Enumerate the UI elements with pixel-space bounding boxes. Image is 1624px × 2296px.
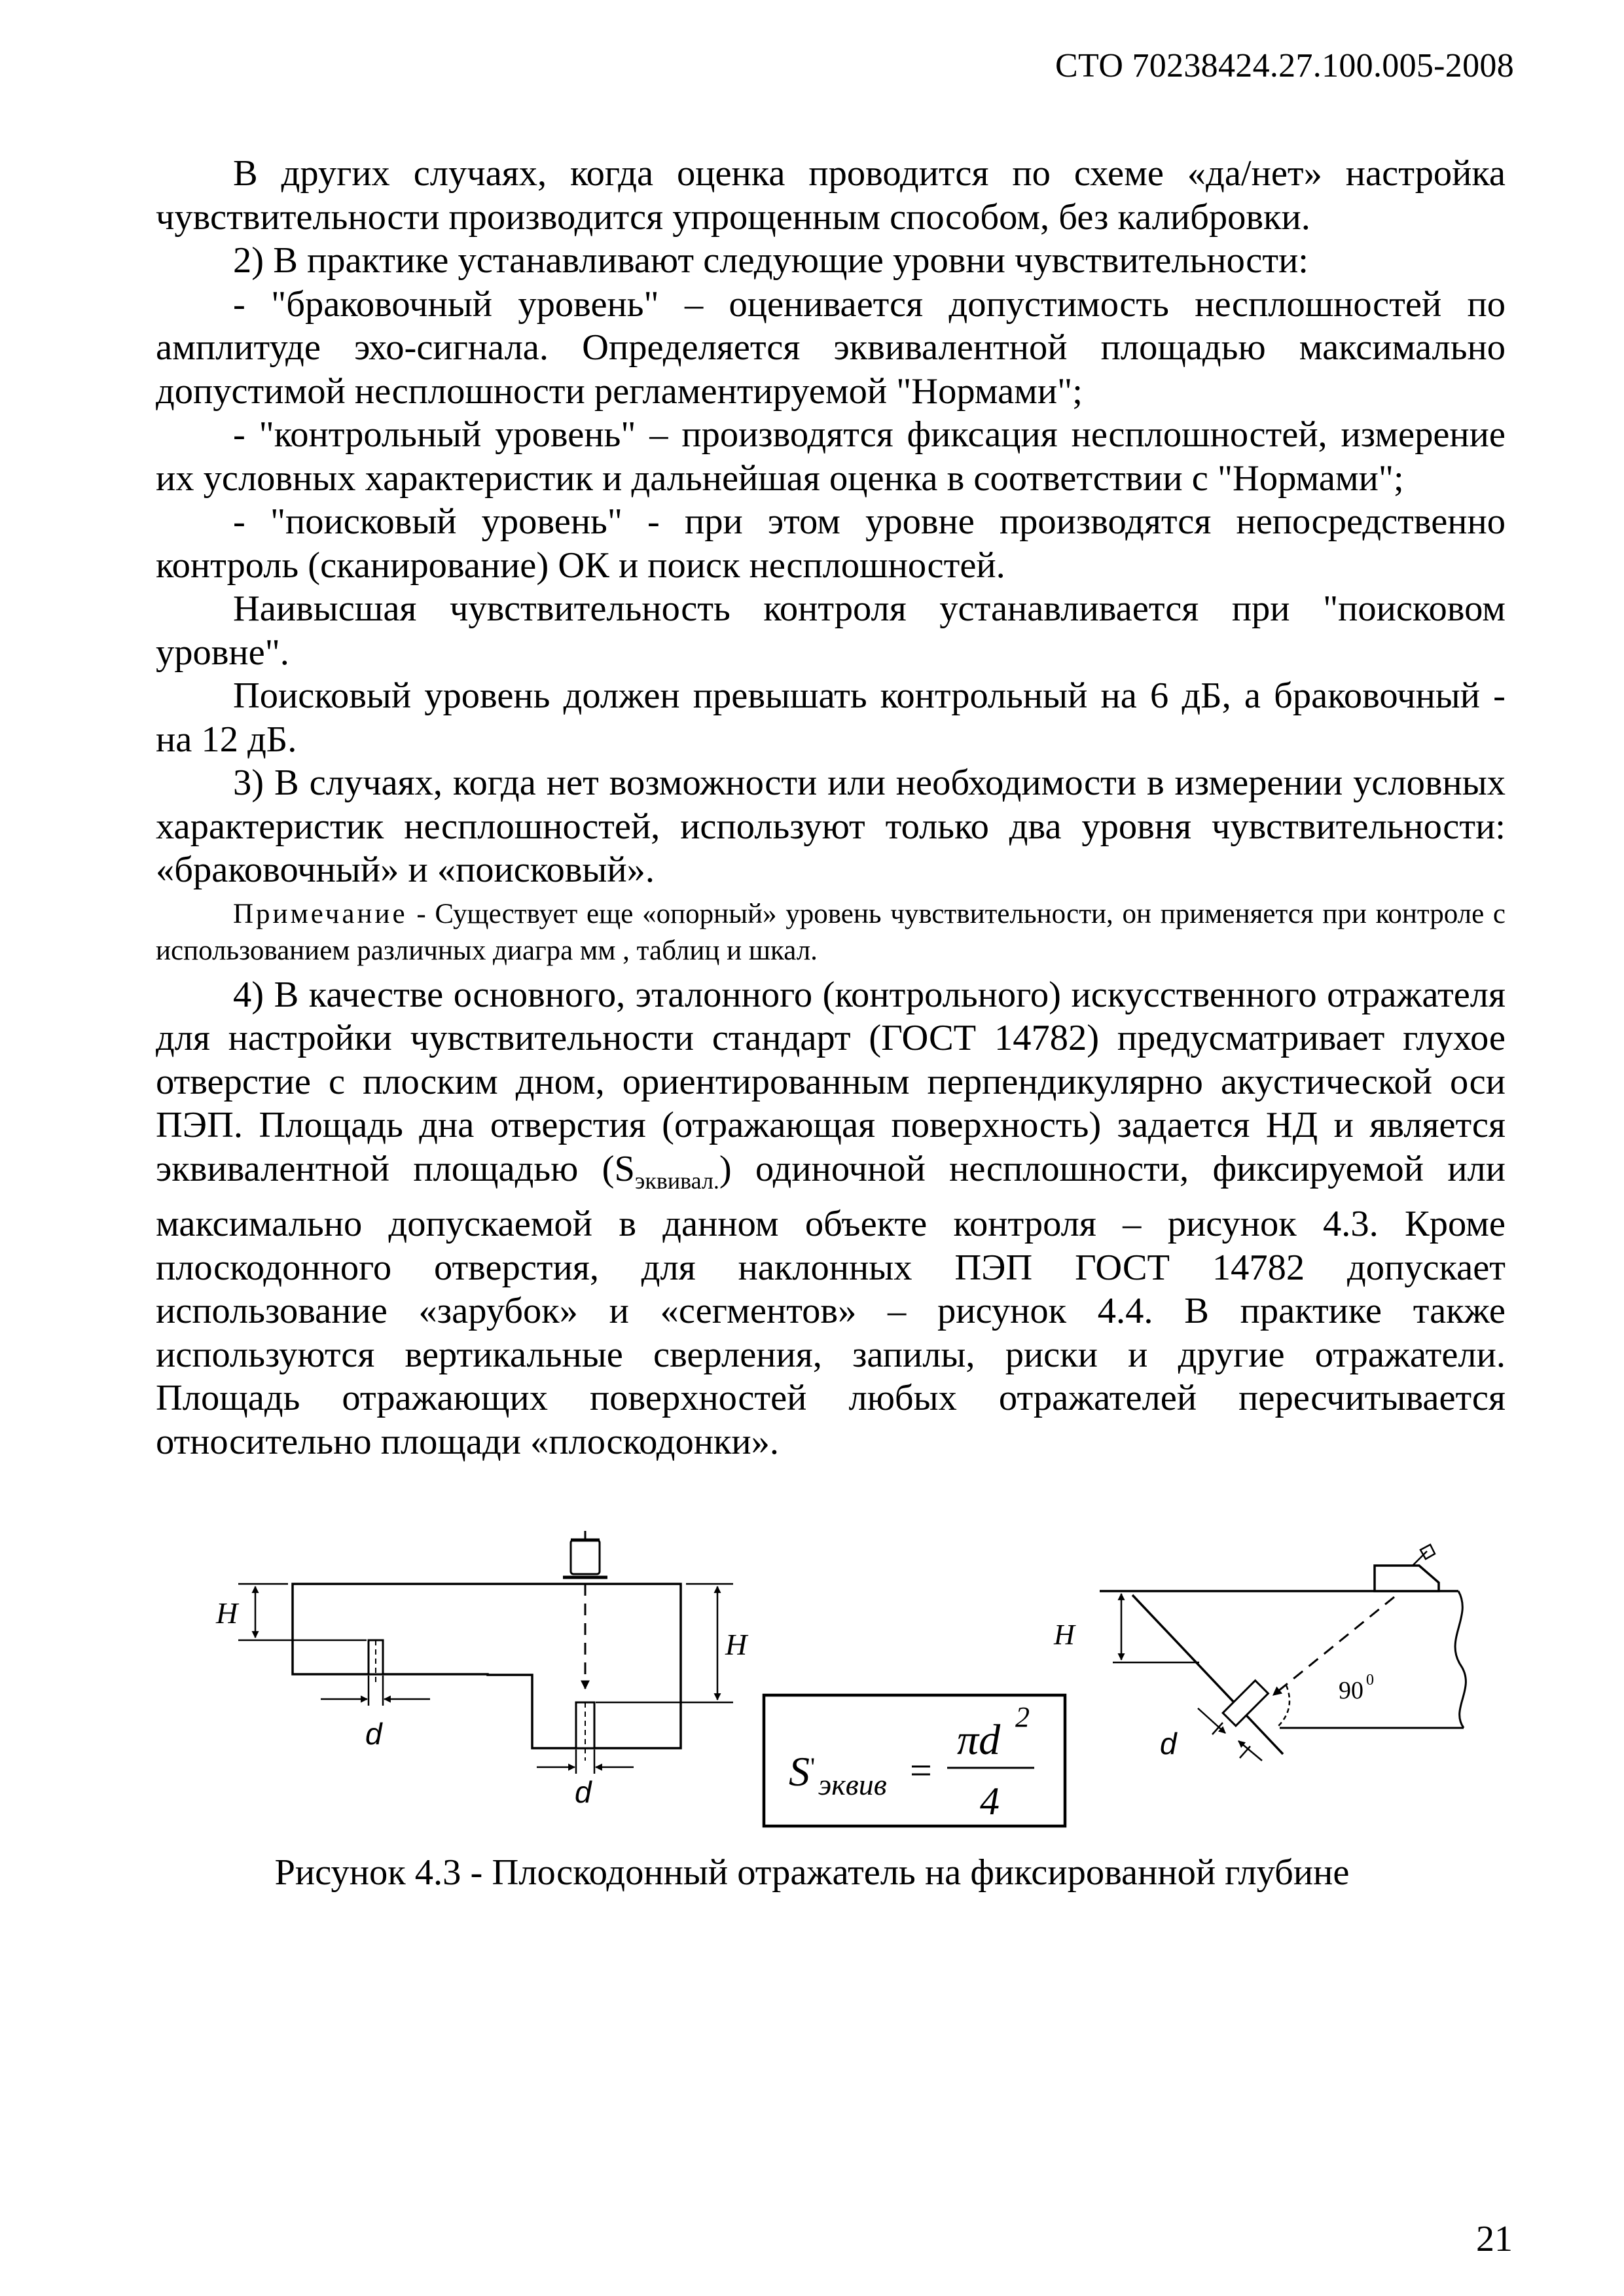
angled-probe-body xyxy=(1375,1566,1439,1591)
paragraph-4-subscript: эквивал. xyxy=(634,1167,719,1194)
paragraph-4-part-2: ) одиночной несплошности, фиксируемой или максимально допускаемой в данном объекте контроля – рисунок 4.3. Кроме плоскодонного отверстия, для наклонных ПЭП ГОСТ 14782 допускает использование «зарубок» и «сегментов» – рисунок 4.4. В практике также используются вертикальные сверления, запилы, риски и другие отражатели. Площадь отражающих поверхностей любых отражателей пересчитывается относительно площади «плоскодонки». xyxy=(156,1148,1506,1462)
right-angle-arc xyxy=(1276,1685,1290,1728)
paragraph-1: В других случаях, когда оценка проводится по схеме «да/нет» настройка чувствительности производится упрощенным способом, без калибровки. xyxy=(156,153,1506,238)
list-item-search-level: - "поисковый уровень" - при этом уровне производятся непосредственно контроль (сканирование) ОК и поиск несплошностей. xyxy=(156,501,1506,586)
transducer-body xyxy=(571,1540,600,1574)
paragraph-highest-sensitivity: Наивысшая чувствительность контроля устанавливается при "поисковом уровне". xyxy=(156,588,1506,673)
stepped-block-drawing xyxy=(238,1531,733,1774)
angled-reflector xyxy=(1223,1681,1268,1726)
angled-beam-dashed xyxy=(1273,1597,1394,1695)
broken-edge xyxy=(1455,1591,1466,1728)
formula-power: 2 xyxy=(1015,1701,1030,1733)
angle-label: 90 xyxy=(1339,1677,1363,1704)
note-text: - Существует еще «опорный» уровень чувствительности, он применяется при контроле с использованием различных диагра мм , таблиц и шкал. xyxy=(156,898,1506,966)
formula-denominator: 4 xyxy=(980,1780,1000,1823)
formula-subscript: эквив xyxy=(818,1768,887,1801)
label-d-1: d xyxy=(365,1717,382,1751)
formula-s: S xyxy=(789,1748,810,1795)
diagonal-face xyxy=(1132,1595,1283,1754)
label-h-right: H xyxy=(725,1628,748,1661)
note-label: Примечание xyxy=(233,898,408,929)
stepped-block-outline xyxy=(293,1584,681,1748)
list-item-reject-level: - "браковочный уровень" – оценивается допустимость несплошностей по амплитуде эхо-сигнала. Определяется эквивалентной площадью максимально допустимой несплошности регламентируемой "Нормами"; xyxy=(156,283,1506,412)
paragraph-3: 3) В случаях, когда нет возможности или необходимости в измерении условных характеристик несплошностей, используют только два уровня чувствительности: «браковочный» и «поисковый». xyxy=(156,762,1506,890)
list-item-control-level: - "контрольный уровень" – производятся фиксация несплошностей, измерение их условных характеристик и дальнейшая оценка в соответствии с "Нормами"; xyxy=(156,414,1506,499)
page-number: 21 xyxy=(1476,2219,1513,2259)
figure-caption: Рисунок 4.3 - Плоскодонный отражатель на фиксированной глубине xyxy=(274,1852,1350,1893)
formula-tick: ' xyxy=(810,1752,816,1782)
label-h-angled: H xyxy=(1054,1619,1075,1651)
d-dimension-3b xyxy=(1238,1741,1262,1761)
label-h-left: H xyxy=(216,1596,238,1630)
angled-probe-drawing xyxy=(1100,1545,1466,1761)
formula-equals: = xyxy=(910,1749,932,1792)
paragraph-search-level-db: Поисковый уровень должен превышать контрольный на 6 дБ, а браковочный - на 12 дБ. xyxy=(156,675,1506,760)
d-dimension-3a xyxy=(1198,1708,1225,1733)
label-d-2: d xyxy=(575,1775,592,1809)
paragraph-2: 2) В практике устанавливают следующие уровни чувствительности: xyxy=(233,240,1308,281)
angle-degree: 0 xyxy=(1366,1672,1374,1689)
label-d-3: d xyxy=(1160,1727,1177,1761)
formula-numerator: πd xyxy=(957,1716,1001,1764)
document-code-header: СТО 70238424.27.100.005-2008 xyxy=(1055,47,1514,84)
paragraph-4-part-1: 4) В качестве основного, эталонного (контрольного) искусственного отражателя для настройки чувствительности стандарт (ГОСТ 14782) предусматривает глухое отверстие с плоским дном, ориентированным перпендикулярно акустической оси ПЭП. Площадь дна отверстия (отражающая поверхность) задается НД и является эквивалентной площадью (S xyxy=(156,974,1506,1189)
